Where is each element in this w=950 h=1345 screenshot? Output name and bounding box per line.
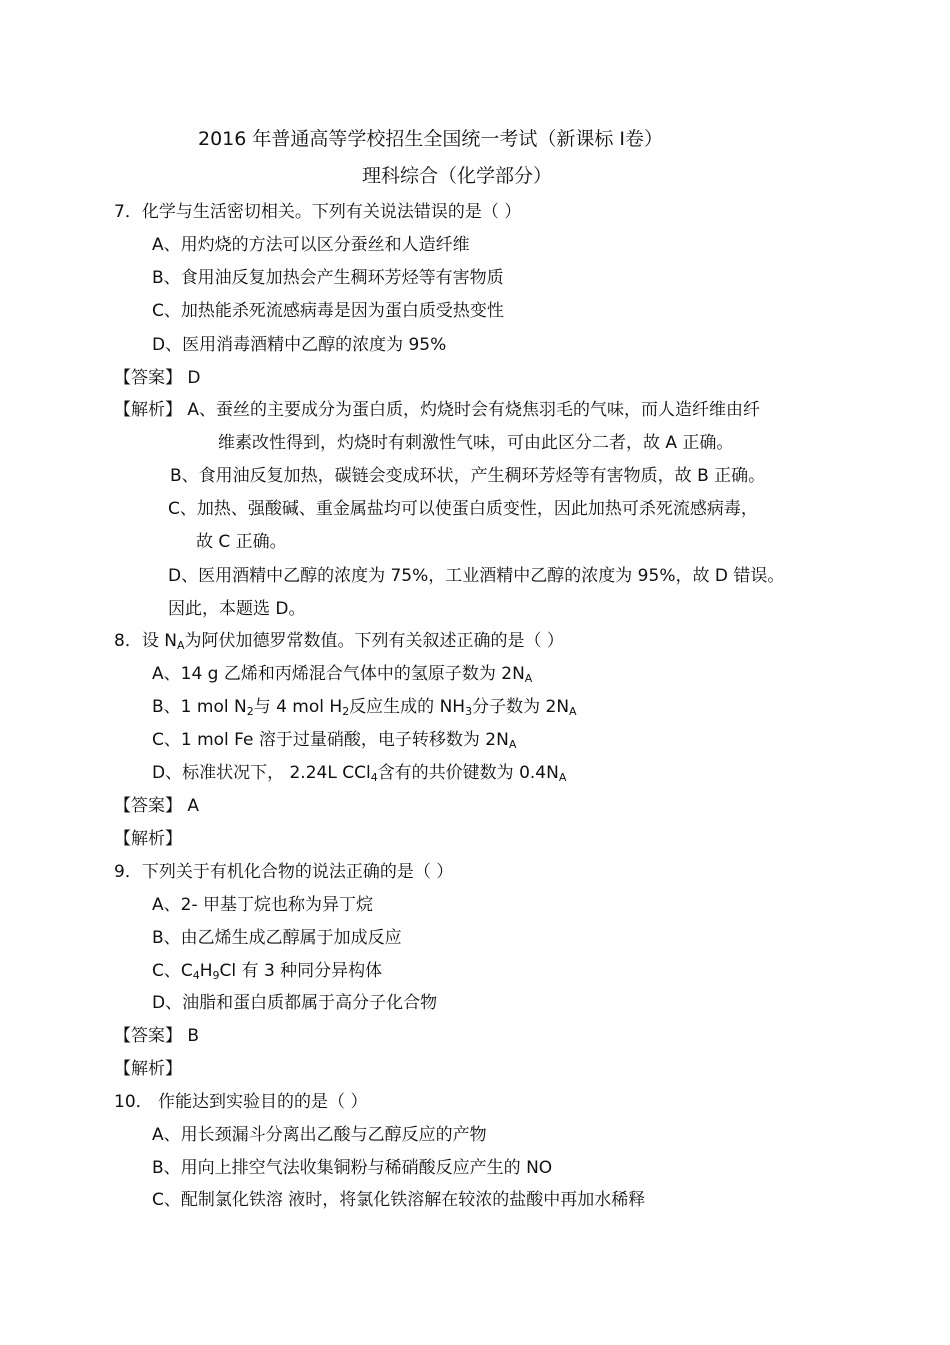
q7-option-c: C、加热能杀死流感病毒是因为蛋白质受热变性 — [152, 301, 504, 321]
q9-option-d: D、油脂和蛋白质都属于高分子化合物 — [152, 993, 438, 1013]
q7-explanation-a2: 维素改性得到，灼烧时有刺激性气味，可由此区分二者，故 A 正确。 — [218, 433, 734, 453]
q8-option-d: D、标准状况下， 2.24L CCl$_4$含有的共价键数为 $0.4N_A$ — [152, 763, 567, 784]
q10-option-a: A、用长颈漏斗分离出乙酸与乙醇反应的产物 — [152, 1125, 487, 1145]
q8-explanation: 【解析】 — [114, 829, 182, 849]
q7-explanation-a1: 【解析】 A、蚕丝的主要成分为蛋白质，灼烧时会有烧焦羽毛的气味，而人造纤维由纤 — [114, 400, 761, 420]
q9-answer: 【答案】 B — [114, 1026, 200, 1046]
q7-option-a: A、用灼烧的方法可以区分蚕丝和人造纤维 — [152, 235, 470, 255]
q8-option-b: B、1 mol $N_2$与 4 mol $H_2$反应生成的 $NH_3$分子数为 $2N_A$ — [152, 697, 577, 718]
q7-explanation-c1: C、加热、强酸碱、重金属盐均可以使蛋白质变性，因此加热可杀死流感病毒， — [168, 499, 758, 519]
q7-option-b: B、食用油反复加热会产生稠环芳烃等有害物质 — [152, 268, 504, 288]
q7-explanation-d: D、医用酒精中乙醇的浓度为 75%，工业酒精中乙醇的浓度为 95%，故 D 错误。 — [168, 566, 785, 586]
q9-stem: 9．下列关于有机化合物的说法正确的是（ ） — [114, 862, 454, 882]
q8-option-a: A、14 g 乙烯和丙烯混合气体中的氢原子数为 $2N_A$ — [152, 664, 533, 685]
q7-explanation-b: B、食用油反复加热，碳链会变成环状，产生稠环芳烃等有害物质，故 B 正确。 — [170, 466, 766, 486]
q10-stem: 10． 作能达到实验目的的是（ ） — [114, 1092, 368, 1112]
q8-answer: 【答案】 A — [114, 796, 200, 816]
q9-option-a: A、2- 甲基丁烷也称为异丁烷 — [152, 895, 373, 915]
q10-option-b: B、用向上排空气法收集铜粉与稀硝酸反应产生的 NO — [152, 1158, 553, 1178]
page-title: 2016 年普通高等学校招生全国统一考试（新课标 Ⅰ卷） — [198, 128, 664, 150]
q10-option-c: C、配制氯化铁溶 液时，将氯化铁溶解在较浓的盐酸中再加水稀释 — [152, 1190, 646, 1210]
q7-stem: 7．化学与生活密切相关。下列有关说法错误的是（ ） — [114, 202, 522, 222]
q7-explanation-end: 因此，本题选 D。 — [168, 599, 306, 619]
q8-stem: 8．设 $N_A$为阿伏加德罗常数值。下列有关叙述正确的是（ ） — [114, 631, 564, 652]
q7-option-d: D、医用消毒酒精中乙醇的浓度为 95% — [152, 335, 447, 355]
q9-option-b: B、由乙烯生成乙醇属于加成反应 — [152, 928, 402, 948]
q7-explanation-c2: 故 C 正确。 — [196, 532, 287, 552]
q7-answer: 【答案】 D — [114, 368, 201, 388]
q9-option-c: C、$C_4H_9Cl$ 有 3 种同分异构体 — [152, 961, 383, 982]
q9-explanation: 【解析】 — [114, 1059, 182, 1079]
page-subtitle: 理科综合（化学部分） — [362, 165, 553, 187]
q8-option-c: C、1 mol Fe 溶于过量硝酸，电子转移数为 $2N_A$ — [152, 730, 517, 751]
